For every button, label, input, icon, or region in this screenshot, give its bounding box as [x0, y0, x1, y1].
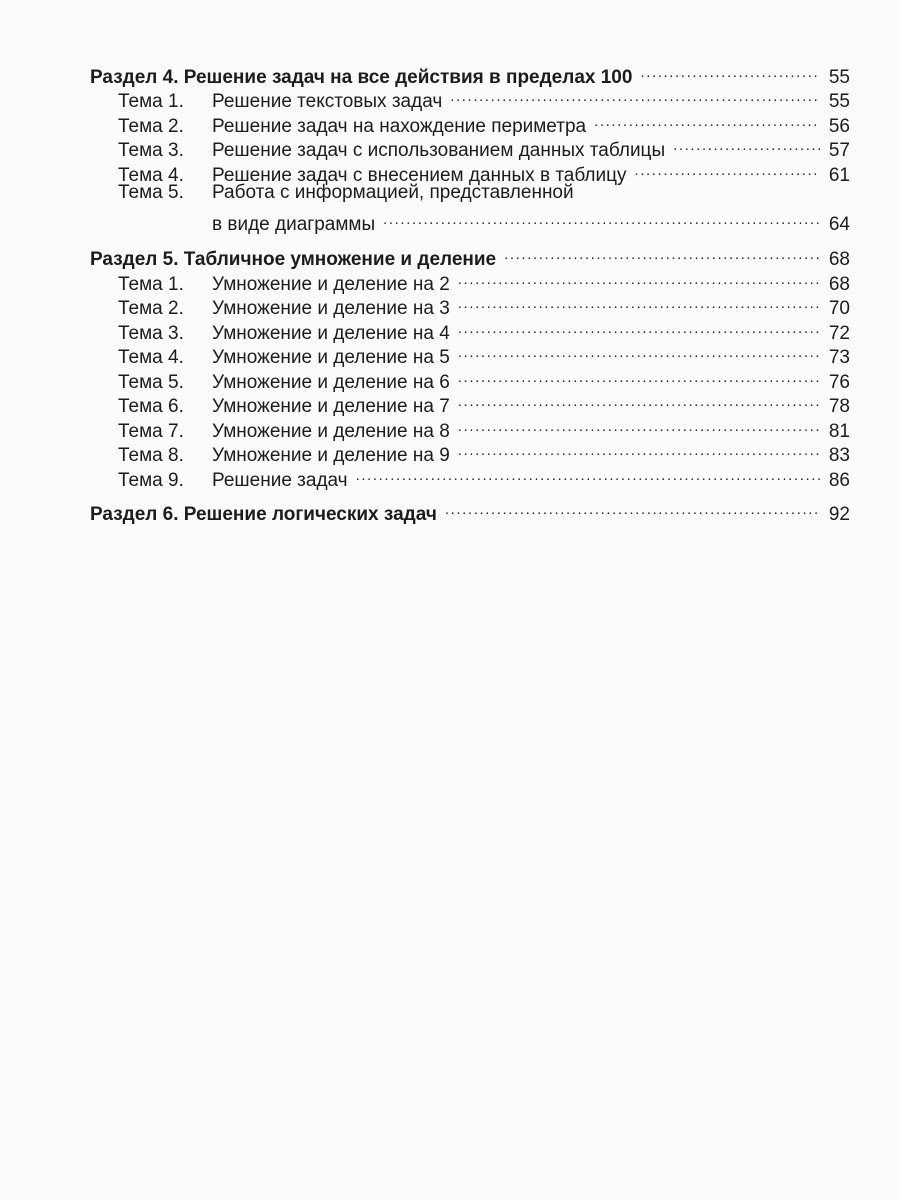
- topic-page-number: 68: [828, 273, 850, 295]
- section-page-number: 55: [828, 66, 850, 88]
- toc-section-4: [90, 58, 850, 235]
- topic-label: Тема 1.: [118, 273, 184, 295]
- topic-title: Работа с информацией, представленной: [212, 181, 574, 203]
- topic-title: Умножение и деление на 7: [212, 396, 450, 417]
- topic-page-number: 55: [828, 91, 850, 112]
- topic-label: Тема 4.: [118, 164, 184, 186]
- toc-section-6: [90, 496, 850, 525]
- leader-dots: [383, 205, 820, 230]
- topic-page-number: 78: [828, 396, 850, 417]
- leader-dots: [458, 437, 820, 462]
- topic-page-number: 73: [828, 347, 850, 368]
- topic-page-number: 72: [828, 322, 850, 344]
- topic-label: Тема 2.: [118, 115, 184, 137]
- topic-page-number: 61: [828, 164, 850, 186]
- topic-label: Тема 8.: [118, 445, 184, 466]
- section-heading[interactable]: [90, 58, 850, 88]
- topic-label: Тема 3.: [118, 322, 184, 344]
- leader-dots: [458, 412, 820, 437]
- topic-label: Тема 2.: [118, 298, 184, 319]
- topic-label: Тема 9.: [118, 469, 184, 491]
- topic-title: Решение задач на нахождение периметра: [212, 115, 587, 137]
- topic-title: Умножение и деление на 2: [212, 273, 450, 295]
- topic-title: Умножение и деление на 9: [212, 445, 450, 466]
- table-of-contents: [90, 58, 850, 525]
- topic-page-number: 76: [828, 371, 850, 393]
- topic-title: Умножение и деление на 3: [212, 298, 450, 319]
- leader-dots: [504, 241, 820, 266]
- toc-topic-continuation[interactable]: [90, 205, 850, 235]
- leader-dots: [458, 290, 820, 315]
- section-heading[interactable]: [90, 496, 850, 525]
- topic-title: Умножение и деление на 6: [212, 371, 450, 393]
- topic-title: Умножение и деление на 8: [212, 420, 450, 442]
- toc-section-5: [90, 241, 850, 491]
- topic-title: Решение текстовых задач: [212, 91, 443, 112]
- topic-page-number: 64: [828, 213, 850, 235]
- topic-title: Решение задач: [212, 469, 348, 491]
- leader-dots: [458, 265, 820, 290]
- leader-dots: [458, 339, 820, 364]
- topic-title-continuation: в виде диаграммы: [212, 213, 376, 235]
- topic-title: Решение задач с использованием данных таблицы: [212, 140, 666, 161]
- topic-label: Тема 5.: [118, 371, 184, 393]
- section-heading[interactable]: [90, 241, 850, 270]
- topic-page-number: 70: [828, 298, 850, 319]
- topic-title: Умножение и деление на 4: [212, 322, 450, 344]
- topic-page-number: 86: [828, 469, 850, 491]
- leader-dots: [458, 388, 820, 413]
- topic-page-number: 56: [828, 115, 850, 137]
- section-page-number: 92: [828, 504, 850, 525]
- section-title: Раздел 6. Решение логических задач: [90, 504, 437, 525]
- topic-page-number: 81: [828, 420, 850, 442]
- leader-dots: [673, 132, 820, 157]
- section-title: Раздел 4. Решение задач на все действия в пределах 100: [90, 66, 633, 88]
- leader-dots: [458, 314, 820, 339]
- leader-dots: [634, 156, 820, 181]
- leader-dots: [594, 107, 820, 132]
- topic-title: Умножение и деление на 5: [212, 347, 450, 368]
- topic-title: Решение задач с внесением данных в таблицу: [212, 164, 627, 186]
- leader-dots: [450, 83, 820, 108]
- leader-dots: [640, 58, 820, 83]
- leader-dots: [458, 363, 820, 388]
- topic-label: Тема 6.: [118, 396, 184, 417]
- toc-topic[interactable]: [90, 181, 850, 206]
- leader-dots: [356, 461, 820, 486]
- topic-label: Тема 5.: [118, 181, 184, 203]
- section-page-number: 68: [828, 249, 850, 270]
- topic-label: Тема 3.: [118, 140, 184, 161]
- section-title: Раздел 5. Табличное умножение и деление: [90, 249, 497, 270]
- topic-label: Тема 4.: [118, 347, 184, 368]
- topic-label: Тема 1.: [118, 91, 184, 112]
- topic-page-number: 83: [828, 445, 850, 466]
- topic-page-number: 57: [828, 140, 850, 161]
- topic-label: Тема 7.: [118, 420, 184, 442]
- leader-dots: [445, 496, 820, 521]
